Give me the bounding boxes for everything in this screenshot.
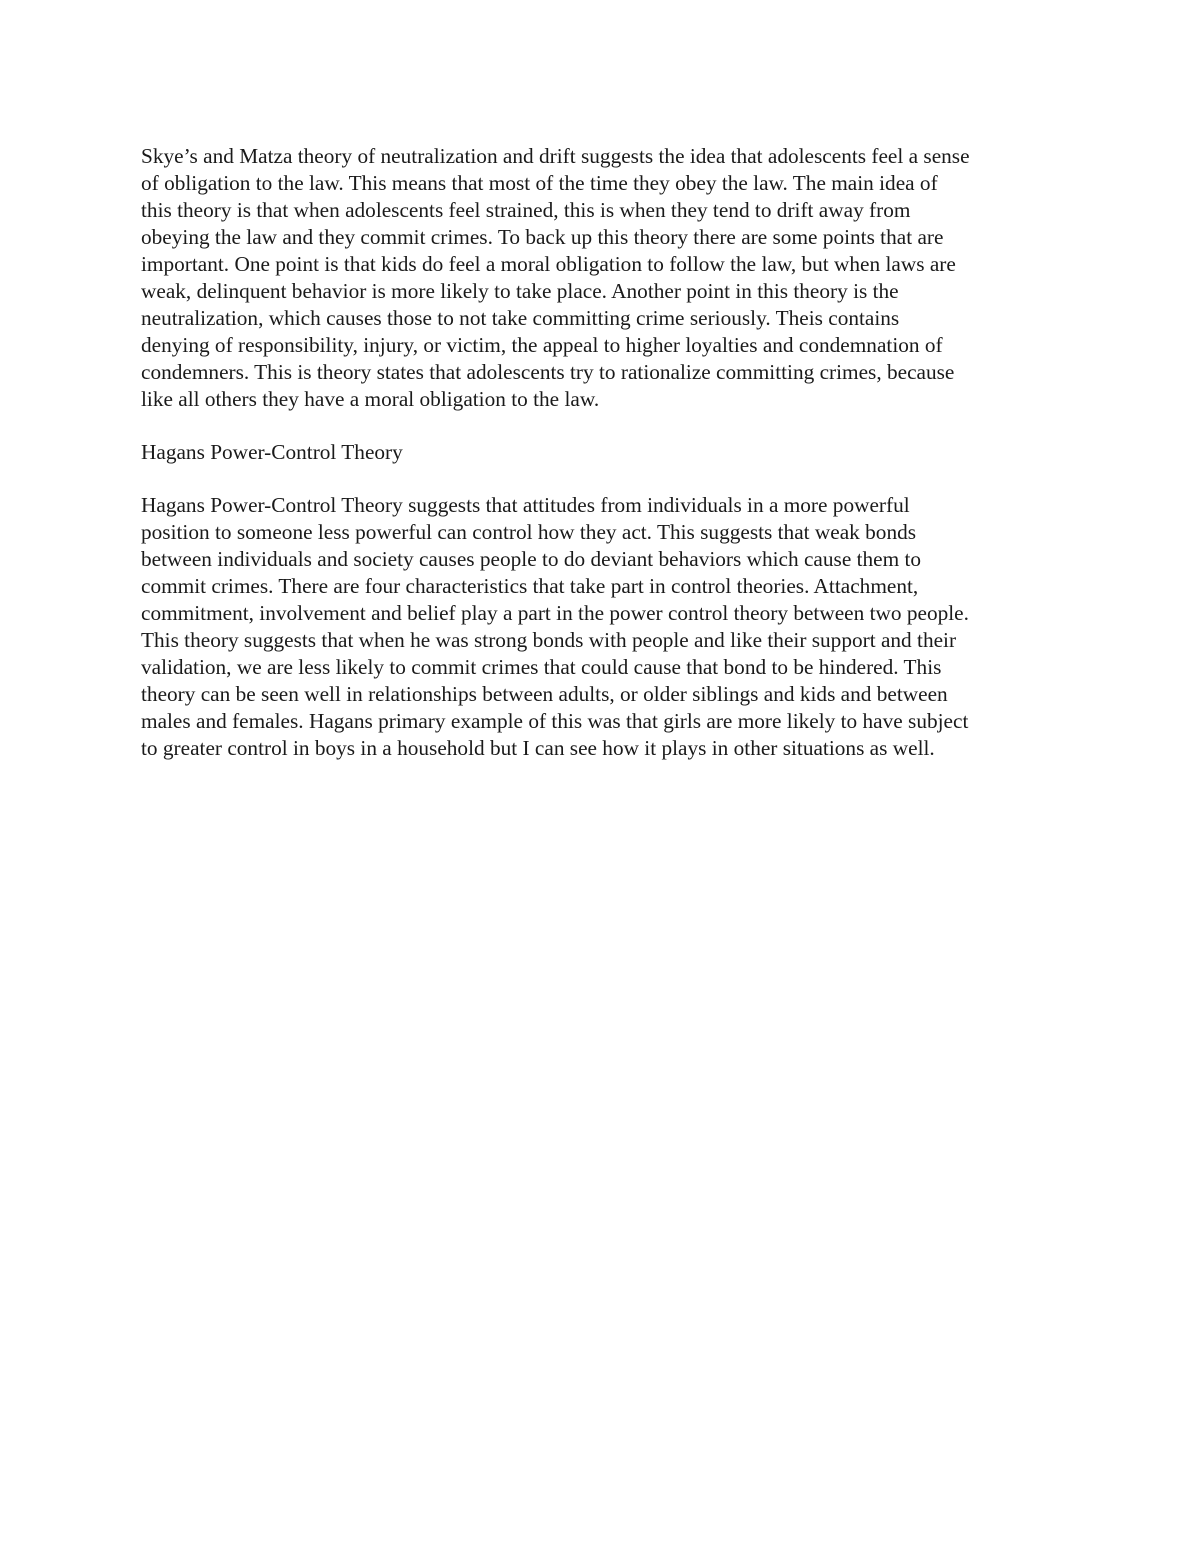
paragraph-neutralization-drift	[141, 143, 1071, 413]
paragraph-line: commit crimes. There are four characteristics that take part in control theories. Attachment,	[141, 574, 919, 598]
paragraph-line: neutralization, which causes those to not take committing crime seriously. Theis contains	[141, 306, 900, 330]
paragraph-line: weak, delinquent behavior is more likely to take place. Another point in this theory is the	[141, 279, 899, 303]
paragraph-line: to greater control in boys in a household but I can see how it plays in other situations as well.	[141, 736, 935, 760]
paragraph-line: This theory suggests that when he was strong bonds with people and like their support and their	[141, 628, 957, 652]
paragraph-line: position to someone less powerful can control how they act. This suggests that weak bonds	[141, 520, 917, 544]
paragraph-line: important. One point is that kids do feel a moral obligation to follow the law, but when laws are	[141, 252, 956, 276]
paragraph-power-control	[141, 492, 1071, 762]
paragraph-line: males and females. Hagans primary example of this was that girls are more likely to have subject	[141, 709, 969, 733]
paragraph-line: between individuals and society causes people to do deviant behaviors which cause them to	[141, 547, 922, 571]
paragraph-line: like all others they have a moral obligation to the law.	[141, 387, 600, 411]
document-body	[141, 143, 1071, 762]
paragraph-line: of obligation to the law. This means that most of the time they obey the law. The main idea of	[141, 171, 938, 195]
paragraph-line: Skye’s and Matza theory of neutralization and drift suggests the idea that adolescents feel a sense	[141, 144, 970, 168]
paragraph-line: validation, we are less likely to commit crimes that could cause that bond to be hindered. This	[141, 655, 942, 679]
paragraph-line: theory can be seen well in relationships between adults, or older siblings and kids and between	[141, 682, 948, 706]
paragraph-spacing	[141, 413, 1071, 439]
paragraph-line: this theory is that when adolescents feel strained, this is when they tend to drift away from	[141, 198, 911, 222]
paragraph-line: denying of responsibility, injury, or victim, the appeal to higher loyalties and condemnation of	[141, 333, 943, 357]
paragraph-spacing	[141, 466, 1071, 492]
heading-text: Hagans Power-Control Theory	[141, 440, 403, 464]
paragraph-line: condemners. This is theory states that adolescents try to rationalize committing crimes, because	[141, 360, 955, 384]
paragraph-line: commitment, involvement and belief play a part in the power control theory between two people.	[141, 601, 969, 625]
section-heading	[141, 439, 1071, 466]
paragraph-line: obeying the law and they commit crimes. To back up this theory there are some points that are	[141, 225, 944, 249]
paragraph-line: Hagans Power-Control Theory suggests that attitudes from individuals in a more powerful	[141, 493, 910, 517]
